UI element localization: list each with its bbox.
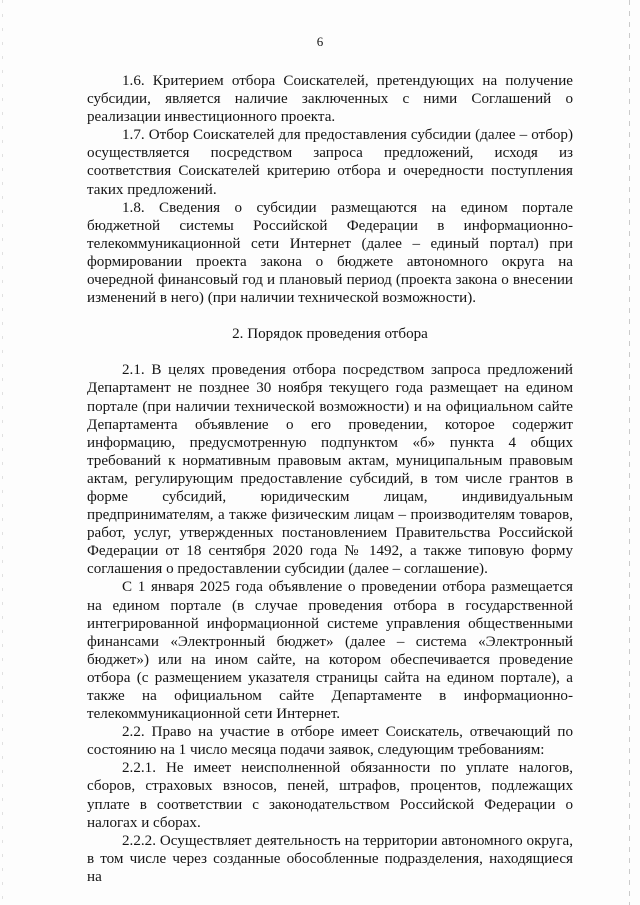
paragraph-2-1: 2.1. В целях проведения отбора посредством запроса предложений Департамент не позднее 30 ноября текущего года размещает на едином портале (при наличии технической возможности) и на официальном сайте Департамента объявление о его проведении, которое содержит информацию, предусмотренную подпунктом «б» пункта 4 общих требований к нормативным правовым актам, муниципальным правовым актам, регулирующим предоставление субсидий, в том числе грантов в форме субсидий, юридическим лицам, индивидуальным предпринимателям, а также физическим лицам – производителям товаров, работ, услуг, утвержденных постановлением Правительства Российской Федерации от 18 сентября 2020 года № 1492, а также типовую форму соглашения о предоставлении субсидии (далее – соглашение). [87, 362, 573, 578]
paragraph-2-2: 2.2. Право на участие в отборе имеет Соискатель, отвечающий по состоянию на 1 число месяца подачи заявок, следующим требованиям: [87, 724, 573, 759]
paragraph-2-2-2: 2.2.2. Осуществляет деятельность на территории автономного округа, в том числе через созданные обособленные подразделения, находящиеся на [87, 832, 573, 885]
paragraph-1-8: 1.8. Сведения о субсидии размещаются на едином портале бюджетной системы Российской Федерации в информационно-телекоммуникационной сети Интернет (далее – единый портал) при формировании проекта закона о бюджете автономного округа на очередной финансовый год и плановый период (проекта закона о внесении изменений в него) (при наличии технической возможности). [87, 199, 573, 307]
scan-edge-right [629, 0, 630, 905]
paragraph-1-7: 1.7. Отбор Соискателей для предоставления субсидии (далее – отбор) осуществляется посредством запроса предложений, исходя из соответствия Соискателей критерию отбора и очередности поступления таких предложений. [87, 127, 573, 198]
paragraph-2-2-1: 2.2.1. Не имеет неисполненной обязанности по уплате налогов, сборов, страховых взносов, пеней, штрафов, процентов, подлежащих уплате в соответствии с законодательством Российской Федерации о налогах и сборах. [87, 760, 573, 831]
scan-edge-left [2, 0, 3, 905]
document-body [87, 72, 573, 886]
paragraph-1-6: 1.6. Критерием отбора Соискателей, претендующих на получение субсидии, является наличие заключенных с ними Соглашений о реализации инвестиционного проекта. [87, 73, 573, 126]
page-number: 6 [316, 34, 324, 49]
section-heading: 2. Порядок проведения отбора [232, 326, 428, 343]
paragraph-2-1-continued: С 1 января 2025 года объявление о проведении отбора размещается на едином портале (в случае проведения отбора в государственной интегрированной информационной системе управления общественными финансами «Электронный бюджет» (далее – система «Электронный бюджет») или на ином сайте, на котором обеспечивается проведение отбора (с размещением указателя страницы сайта на едином портале), а также на официальном сайте Департаменте в информационно-телекоммуникационной сети Интернет. [87, 579, 573, 723]
